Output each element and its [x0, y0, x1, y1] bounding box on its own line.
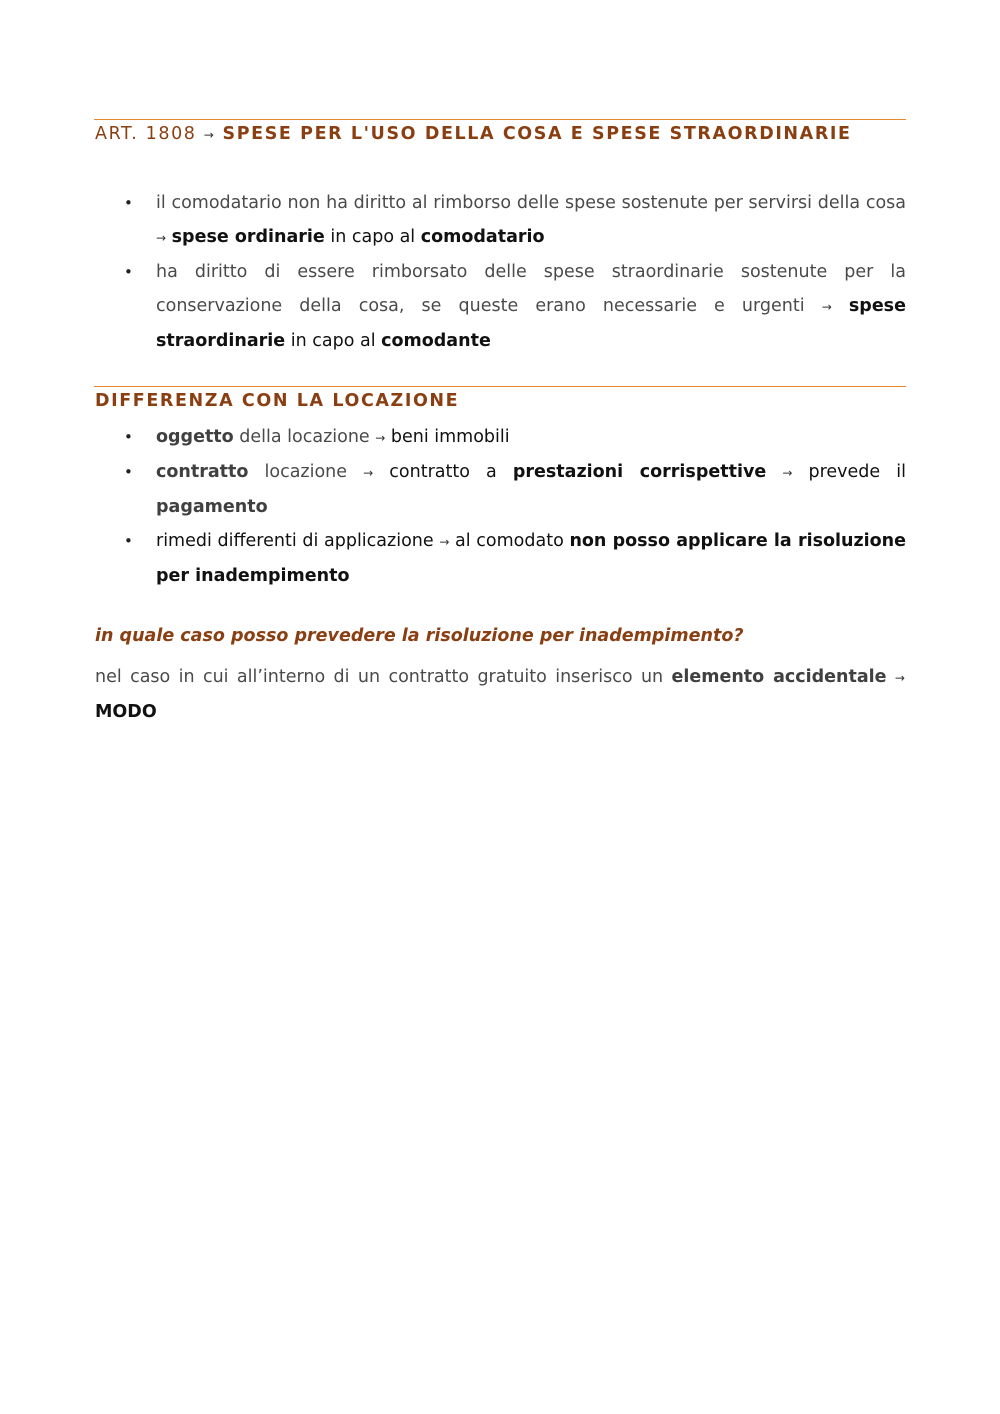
section-heading-spese [95, 124, 852, 144]
bullet-icon: • [124, 532, 133, 550]
bullet-icon: • [124, 263, 133, 281]
arrow-icon: → [203, 128, 216, 142]
list-item: • rimedi differenti di applicazione → al comodato non posso applicare la risoluzione per inadempimento [94, 524, 906, 593]
section-title: DIFFERENZA CON LA LOCAZIONE [95, 391, 460, 411]
question-text: in quale caso posso prevedere la risoluzione per inadempimento? [95, 626, 744, 646]
arrow-icon: → [375, 431, 386, 445]
article-number: ART. 1808 [95, 124, 197, 144]
bullet-icon: • [124, 463, 133, 481]
arrow-icon: → [439, 535, 450, 549]
locazione-list [94, 420, 906, 593]
list-item: • oggetto della locazione → beni immobili [94, 420, 906, 455]
arrow-icon: → [363, 466, 374, 480]
bullet-icon: • [124, 428, 133, 446]
bullet-icon: • [124, 194, 133, 212]
arrow-icon: → [782, 466, 793, 480]
section-divider [94, 386, 906, 387]
section-divider [94, 119, 906, 120]
spese-list [94, 186, 906, 358]
list-item: • il comodatario non ha diritto al rimborso delle spese sostenute per servirsi della cosa → spese ordinarie in capo al comodatario [94, 186, 906, 255]
answer-paragraph: nel caso in cui all’interno di un contratto gratuito inserisco un elemento accidentale → MODO [95, 667, 905, 722]
arrow-icon: → [894, 671, 905, 685]
list-item: • contratto locazione → contratto a prestazioni corrispettive → prevede il pagamento [94, 455, 906, 524]
section-title: SPESE PER L'USO DELLA COSA E SPESE STRAORDINARIE [222, 124, 852, 144]
arrow-icon: → [156, 231, 167, 245]
arrow-icon: → [821, 300, 832, 314]
list-item: • ha diritto di essere rimborsato delle spese straordinarie sostenute per la conservazione della cosa, se queste erano necessarie e urgenti → spese straordinarie in capo al comodante [94, 255, 906, 358]
section-heading-locazione [95, 391, 459, 411]
